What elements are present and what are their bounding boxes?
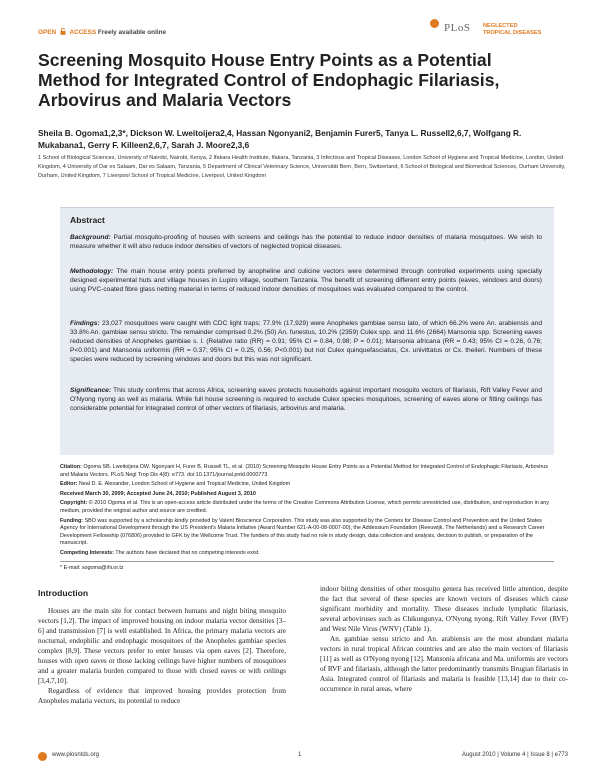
competing-interests: Competing Interests: The authors have declared that no competing interests exist. [60, 549, 260, 556]
introduction-heading: Introduction [38, 588, 89, 598]
copyright: Copyright: © 2010 Ogoma et al. This is an open-access article distributed under the terms of the Creative Commons Attribution License, which permits unrestricted use, distribution, and reproduction in any medium, provided the original author and source are credited. [60, 500, 549, 514]
body-paragraph: Houses are the main site for contact between humans and night biting mosquito vectors [1,2]. The impact of improved housing on indoor malaria vector densities [3–6] and transmission [7] is well established. In Africa, the primary malaria vectors are nocturnal, endophilic and endophagic mosquitoes of the Anopheles gambiae species complex [8,9]. These vectors prefer to enter houses via open eaves [2]. Therefore, houses with open eaves or those lacking ceilings have higher numbers of mosquitoes and a greater malaria burden compared to those with closed eaves or with ceilings [3,4,7,10]. [38, 607, 286, 685]
freely-available-label: Freely available online [97, 29, 167, 36]
funding: Funding: SBO was supported by a scholarship kindly provided by Valent Bioscience Corporation. This study was also supported by the Centers for Disease Control and Prevention and the United States Agency for International Development through the US President's Malaria Initiative (Award Number 621-A-00-08-0007-00), the Addessium Foundation (Reeuwijk, The Netherlands) and a Research Career Development Fellowship (076806) provided to GFK by the Wellcome Trust. The funders of this study had no role in study design, data collection and analysis, decision to publish, or preparation of the manuscript. [60, 517, 545, 547]
body-paragraph: An. gambiae sensu stricto and An. arabiensis are the most abundant malaria vectors in rural tropical African countries and are also the main vectors of filariasis [11] as well as O'Nyong nyong [12]. Mansonia africana and Ma. uniformis are vectors of RVF and filariasis, although the latter predominantly transmits Brugian filariasis in Asia. Integrated control of filariasis and malaria is feasible [13,14] due to their co-occurrence in rural areas, where [320, 635, 568, 693]
body-paragraph: indoor biting densities of other mosquito genera has received little attention, despite the fact that several of these species are known vectors of diseases which cause significant morbidity and mortality. These diseases include lymphatic filariasis, several arboviruses such as Chikungunya, O'Nyong nyong, Rift Valley Fever (RVF) and West Nile Virus (WNV) (Table 1). [320, 585, 568, 633]
page-number: 1 [298, 752, 302, 758]
abstract-findings: Findings: 23,027 mosquitoes were caught with CDC light traps; 77.9% (17,929) were Anopheles gambiae sensu lato, of which 66.2% were An. arabiensis and 33.8% An. gambiae sensu stricto. The remainder comprised 0.2% (50) An. funestus, 10.2% (2359) Culex spp. and 11.6% (2664) Mansonia spp. Screening eaves reduced densities of Anopheles gambiae s. l. (Relative ratio (RR) = 0.91; 95% CI = 0.84, 0.98; P = 0.01); Mansonia africana (RR = 0.43; 95% CI = 0.26, 0.76; P<0.001) and Mansonia uniformis (RR = 0.37; 95% CI = 0.25, 0.56; P<0.001) but not Culex quinquefasciatus, Cx. univittatus or Cx. theileri. Numbers of these species were reduced by screening windows and doors but this was not significant. [70, 320, 542, 363]
journal-url[interactable]: www.plosntds.org [52, 752, 100, 758]
plos-wordmark: PLoS [444, 22, 471, 34]
abstract-background: Background: Partial mosquito-proofing of houses with screens and ceilings has the potential to reduce indoor densities of malaria mosquitoes. We wish to measure whether it will also reduce indoor densities of vectors of neglected tropical diseases. [70, 234, 543, 250]
abstract-box [60, 207, 554, 455]
access-label: ACCESS [69, 29, 97, 36]
citation: Citation: Ogoma SB, Lweitoijera DW, Ngonyani H, Furer B, Russell TL, et al. (2010) Screening Mosquito House Entry Points as a Potential Method for Integrated Control of Endophagic Filariasis, Arbovirus and Malaria Vectors. PLoS Negl Trop Dis 4(8): e773. doi:10.1371/journal.pntd.0000773 [60, 464, 548, 478]
abstract-heading: Abstract [70, 215, 105, 225]
abstract-methodology: Methodology: The main house entry points preferred by anopheline and culicine vectors were determined through controlled experiments using specially designed experimental huts and village houses in Lupiro village, southern Tanzania. The benefit of screening different entry points (eaves, windows and doors) using PVC-coated fibre glass netting material in terms of reduced indoor densities of mosquitoes was evaluated compared to the control. [70, 268, 542, 293]
article-metadata [60, 464, 554, 574]
affiliations: 1 School of Biological Sciences, University of Nairobi, Nairobi, Kenya, 2 Ifakara Health Institute, Ifakara, Tanzania, 3 Infectious and Tropical Diseases, London School of Hygiene and Tropical Medicine, London, United Kingdom, 4 University of Dar es Salaam, Dar es Salaam, Tanzania, 5 Department of Clinical Veterinary Science, Universität Bern, Bern, Switzerland, 6 School of Biological and Biomedical Sciences, Durham University, Durham, United Kingdom, 7 Liverpool School of Tropical Medicine, Liverpool, United Kingdom [38, 155, 566, 179]
left-column [38, 588, 286, 706]
issue-info: August 2010 | Volume 4 | Issue 8 | e773 [461, 752, 568, 758]
email: * E-mail: sogoma@ihi.or.tz [60, 564, 124, 571]
abstract-significance: Significance: This study confirms that across Africa, screening eaves protects households against important mosquito vectors of filariasis, Rift Valley Fever and O'Nyong nyong as well as malaria. While full house screening is required to exclude Culex species mosquitoes, screening of eaves alone or fitting ceilings has considerable potential for integrated control of other vectors of filariasis, arbovirus and malaria. [70, 387, 543, 412]
divider [60, 561, 554, 562]
journal-logo [430, 19, 570, 43]
open-label: OPEN [38, 29, 57, 36]
open-access-banner [38, 28, 166, 36]
editor: Editor: Neal D. E. Alexander, London School of Hygiene and Tropical Medicine, United Kingdom [60, 481, 291, 488]
right-column [320, 584, 568, 694]
dates: Received March 30, 2009; Accepted June 24, 2010; Published August 3, 2010 [60, 490, 256, 497]
journal-subtitle: NEGLECTED TROPICAL DISEASES [483, 23, 542, 36]
author-list: Sheila B. Ogoma1,2,3*, Dickson W. Lweitoijera2,4, Hassan Ngonyani2, Benjamin Furer5, Tanya L. Russell2,6,7, Wolfgang R. Mukabana1, Gerry F. Killeen2,6,7, Sarah J. Moore2,3,6 [38, 128, 522, 150]
plos-logo-icon [430, 19, 439, 28]
body-paragraph: Regardless of evidence that improved housing provides protection from Anopheles malaria vectors, its potential to reduce [38, 687, 286, 705]
open-lock-icon [60, 28, 66, 35]
plos-footer-icon [38, 752, 47, 761]
article-title: Screening Mosquito House Entry Points as a Potential Method for Integrated Control of Endophagic Filariasis, Arbovirus and Malaria Vectors [38, 50, 500, 110]
